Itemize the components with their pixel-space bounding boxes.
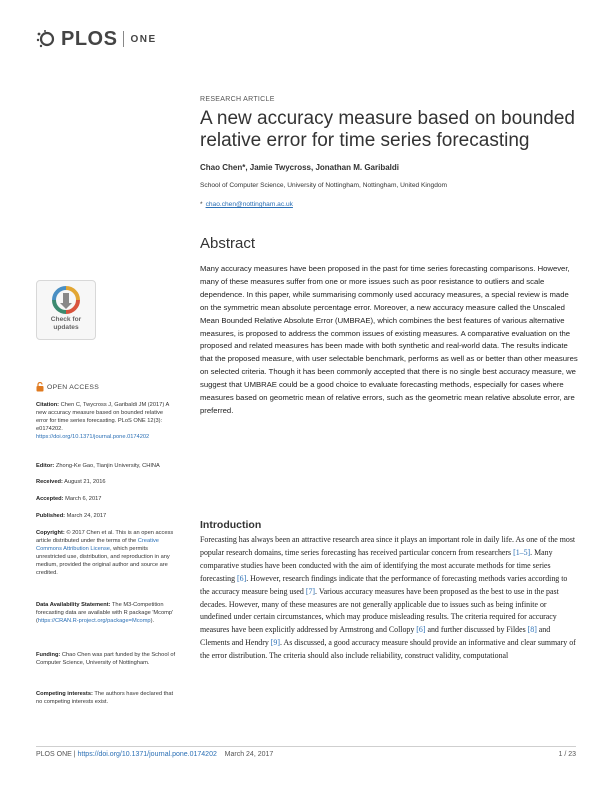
footer-citation: PLOS ONE | https://doi.org/10.1371/journal.pone.0174202 March 24, 2017: [36, 751, 274, 758]
page-number: 1 / 23: [558, 751, 576, 758]
introduction-text-segment: Forecasting has always been an attractive research area since it plays an important role in daily life. As one of the most popular research domains, time series forecasting has received particular concern from researchers: [200, 535, 576, 557]
corresponding-email: [200, 201, 293, 208]
logo-brand: PLOS: [61, 27, 118, 50]
logo-journal: ONE: [130, 33, 157, 45]
abstract-heading: Abstract: [200, 235, 256, 252]
competing-interests-block: Competing interests: The authors have declared that no competing interests exist.: [36, 691, 174, 705]
footer-date: March 24, 2017: [224, 751, 274, 758]
footer-divider: [36, 746, 576, 747]
editor-block: Editor: Zhong-Ke Gao, Tianjin University, CHINA: [36, 463, 160, 469]
check-for-updates-badge[interactable]: [36, 280, 96, 340]
check-updates-icon: [51, 285, 81, 315]
citation-doi-link[interactable]: https://doi.org/10.1371/journal.pone.0174202: [36, 434, 150, 440]
plos-one-logo: [36, 26, 157, 52]
funding-block: Funding: Chao Chen was part funded by the School of Computer Science, University of Nottingham.: [36, 652, 176, 666]
reference-link[interactable]: [6]: [237, 573, 247, 583]
introduction-text-segment: . However, research findings indicate that the performance of forecasting methods varies according to the accuracy measure being used: [200, 573, 568, 596]
plos-dots-icon: [36, 28, 58, 50]
citation-block: Citation: Chen C, Twycross J, Garibaldi JM (2017) A new accuracy measure based on bounded relative error for time series forecasting. PLoS ONE 12(3): e0174202. https://doi.org/10.1371/journal.pone.0174202: [36, 402, 169, 440]
author-affiliation: School of Computer Science, University of Nottingham, Nottingham, United Kingdom: [200, 182, 448, 189]
reference-link[interactable]: [6]: [416, 625, 426, 635]
article-title: A new accuracy measure based on bounded relative error for time series forecasting: [200, 108, 575, 151]
introduction-text-segment: . Many comparative studies have been conducted with the aim of identifying the most accurate methods for time series forecasting: [200, 547, 553, 583]
mcomp-package-link[interactable]: https://CRAN.R-project.org/package=Mcomp: [37, 618, 151, 624]
introduction-text-segment: . As discussed, a good accuracy measure should provide an informative and clear summary of the error distribution. The criteria should also include reliability, construct validity, computational: [200, 638, 576, 661]
received-block: Received: August 21, 2016: [36, 479, 106, 485]
copyright-block: Copyright: © 2017 Chen et al. This is an open access article distributed under the terms of the Creative Commons Attribution License, which permits unrestricted use, distribution, and reproduction in any medium, provided the original author and source are credited.: [36, 530, 174, 576]
open-access-text: OPEN ACCESS: [47, 383, 100, 391]
introduction-text-segment: and further discussed by Fildes: [425, 625, 528, 635]
email-link[interactable]: chao.chen@nottingham.ac.uk: [205, 201, 293, 208]
reference-link[interactable]: [7]: [305, 586, 316, 596]
data-availability-block: Data Availability Statement: The M3-Competition forecasting data are available with R package 'Mcomp' (https://CRAN.R-project.org/package=Mcomp).: [36, 602, 174, 624]
accepted-block: Accepted: March 6, 2017: [36, 496, 102, 502]
logo-separator: [123, 31, 124, 47]
introduction-text: [200, 534, 578, 663]
reference-link[interactable]: [1–5]: [513, 547, 531, 557]
check-updates-label: Check for updates: [50, 316, 82, 331]
introduction-text-segment: . Various accuracy measures have been proposed as the best to use in the past decades. However, many of these measures are not generally applicable due to issues such as being infinite or undefined under certain circumstances, which may produce misleading results. The criteria required for accuracy measures have been explicitly addressed by Armstrong and Collopy: [200, 586, 559, 635]
author-list: Chao Chen*, Jamie Twycross, Jonathan M. Garibaldi: [200, 163, 400, 172]
reference-link[interactable]: [8]: [527, 625, 537, 635]
published-block: Published: March 24, 2017: [36, 513, 107, 519]
footer-journal: PLOS ONE: [36, 751, 72, 758]
abstract-text: Many accuracy measures have been proposed in the past for time series forecasting comparisons. However, many of these measures suffer from one or more issues such as poor resistance to outliers and scale dependence. In this paper, while summarising commonly used accuracy measures, a special review is made on the symmetric mean absolute percentage error. Moreover, a new accuracy measure called the Unscaled Mean Bounded Relative Absolute Error (UMBRAE), which combines the best features of various alternative measures, is proposed to address the common issues of existing measures. A comparative evaluation on the proposed and related measures has been made with both synthetic and real-world data. The results indicate that the proposed measure, with user selectable benchmark, performs as well as or better than other measures on selected criteria. Though it has been commonly accepted that there is no single best accuracy measure, we suggest that UMBRAE could be a good choice to evaluate forecasting methods, especially for cases where measures based on geometric mean of relative errors, such as the geometric mean relative absolute error, are preferred.: [200, 264, 578, 415]
open-lock-icon: [36, 382, 44, 392]
reference-link[interactable]: [9]: [270, 638, 280, 648]
introduction-text-segment: and Clements and Hendry: [200, 625, 551, 648]
email-marker: *: [200, 201, 203, 208]
footer-doi-link[interactable]: https://doi.org/10.1371/journal.pone.0174202: [77, 751, 217, 758]
open-access-label: [36, 382, 99, 392]
introduction-heading: Introduction: [200, 519, 262, 531]
cc-license-link[interactable]: Creative Commons Attribution License: [36, 538, 159, 552]
article-type: RESEARCH ARTICLE: [200, 96, 275, 103]
